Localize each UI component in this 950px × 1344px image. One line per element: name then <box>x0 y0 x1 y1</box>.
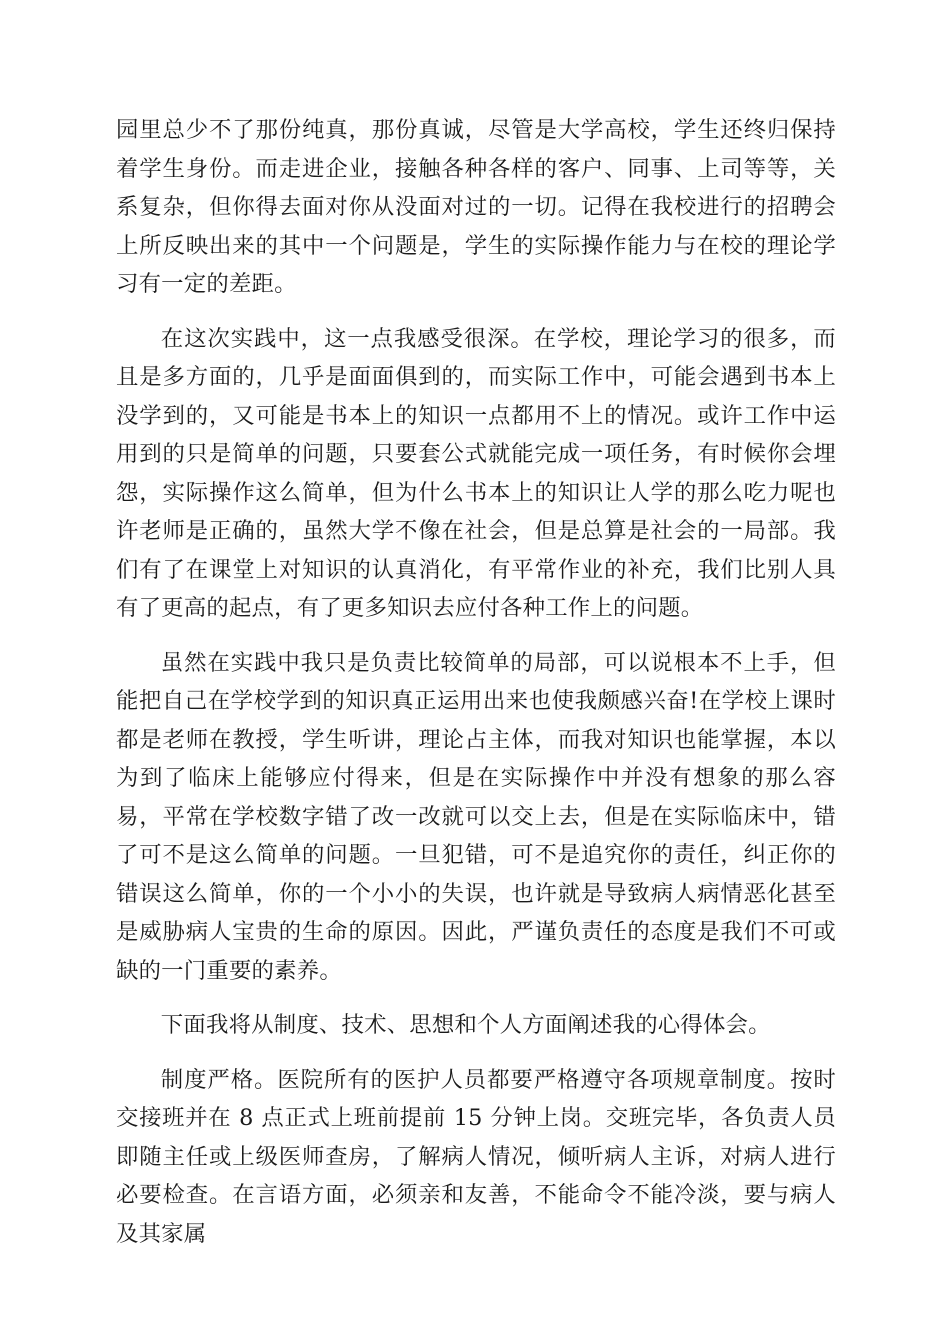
paragraph-continuation: 园里总少不了那份纯真，那份真诚，尽管是大学高校，学生还终归保持着学生身份。而走进企业，接触各种各样的客户、同事、上司等等，关系复杂，但你得去面对你从没面对过的一切。记得在我校进行的招聘会上所反映出来的其中一个问题是，学生的实际操作能力与在校的理论学习有一定的差距。 <box>116 117 836 297</box>
paragraph-clinical-experience: 虽然在实践中我只是负责比较简单的局部，可以说根本不上手，但能把自己在学校学到的知识真正运用出来也使我颇感兴奋!在学校上课时都是老师在教授，学生听讲，理论占主体，而我对知识也能掌握，本以为到了临床上能够应付得来，但是在实际操作中并没有想象的那么容易，平常在学校数字错了改一改就可以交上去，但是在实际临床中，错了可不是这么简单的问题。一旦犯错，可不是追究你的责任，纠正你的错误这么简单，你的一个小小的失误，也许就是导致病人病情恶化甚至是威胁病人宝贵的生命的原因。因此，严谨负责任的态度是我们不可或缺的一门重要的素养。 <box>116 649 836 984</box>
paragraph-outline: 下面我将从制度、技术、思想和个人方面阐述我的心得体会。 <box>160 1012 771 1038</box>
paragraph-strict-rules: 制度严格。医院所有的医护人员都要严格遵守各项规章制度。按时交接班并在 8 点正式上班前提前 15 分钟上岗。交班完毕，各负责人员即随主任或上级医师查房，了解病人情况，倾听病人主诉，对病人进行必要检查。在言语方面，必须亲和友善，不能命令不能冷淡，要与病人及其家属 <box>116 1066 836 1247</box>
paragraph-practice-reflection: 在这次实践中，这一点我感受很深。在学校，理论学习的很多，而且是多方面的，几乎是面面俱到的，而实际工作中，可能会遇到书本上没学到的，又可能是书本上的知识一点都用不上的情况。或许工作中运用到的只是简单的问题，只要套公式就能完成一项任务，有时候你会埋怨，实际操作这么简单，但为什么书本上的知识让人学的那么吃力呢也许老师是正确的，虽然大学不像在社会，但是总算是社会的一局部。我们有了在课堂上对知识的认真消化，有平常作业的补充，我们比别人具有了更高的起点，有了更多知识去应付各种工作上的问题。 <box>116 325 836 621</box>
body-text <box>116 111 836 1269</box>
